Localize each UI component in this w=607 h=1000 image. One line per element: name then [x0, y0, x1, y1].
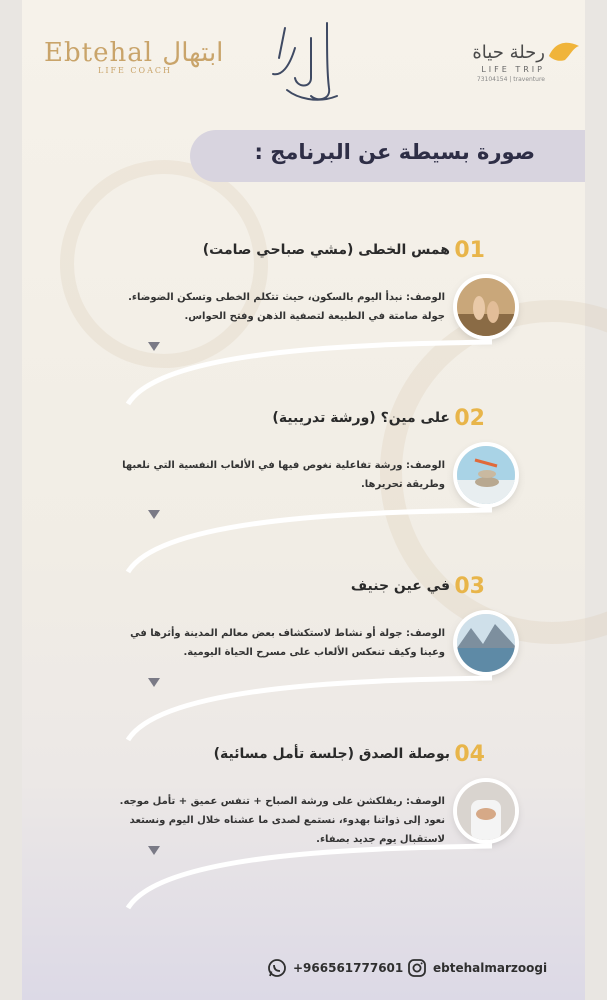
whatsapp-contact[interactable]: [267, 958, 403, 978]
triangle-marker-icon: [148, 510, 160, 519]
item-number: 01: [454, 238, 485, 263]
calligraphy-logo-icon: [267, 18, 347, 108]
item-number: 04: [454, 742, 485, 767]
left-border: [0, 0, 22, 1000]
header: [22, 0, 585, 125]
life-trip-logo-en: LIFE TRIP: [481, 65, 545, 74]
item-description: الوصف: ريفلكشن على ورشة الصباح + تنفس عميق + تأمل موجه. نعود إلى ذواتنا بهدوء، نستمع لصدى ما عشناه خلال اليوم ونستعد لاستقبال يوم جديد بصفاء.: [119, 796, 445, 845]
instagram-contact[interactable]: [407, 958, 547, 978]
ebtehal-logo-sub: LIFE COACH: [98, 66, 172, 75]
meditation-icon: [457, 782, 515, 840]
item-description: الوصف: نبدأ اليوم بالسكون، حيث تتكلم الخطى وتسكن الضوضاء. جولة صامتة في الطبيعة لتصفية الذهن وفتح الحواس.: [128, 292, 445, 322]
phone-number: +966561777601: [293, 961, 404, 975]
life-trip-logo: [472, 42, 545, 83]
instagram-handle: ebtehalmarzoogi: [433, 961, 548, 975]
item-title: بوصلة الصدق (جلسة تأمل مسائية): [213, 746, 450, 762]
workshop-photo: [457, 446, 515, 504]
item-title: همس الخطى (مشي صباحي صامت): [202, 242, 450, 258]
triangle-marker-icon: [148, 342, 160, 351]
page-title: صورة بسيطة عن البرنامج :: [254, 140, 535, 164]
triangle-marker-icon: [148, 678, 160, 687]
connector-curve: [122, 842, 502, 912]
title-banner: [190, 130, 585, 182]
mountain-lake-icon: [457, 614, 515, 672]
bird-logo-icon: [547, 38, 581, 64]
triangle-marker-icon: [148, 846, 160, 855]
item-title: في عين جنيف: [350, 578, 450, 594]
connector-curve: [122, 674, 502, 744]
connector-curve: [122, 338, 502, 408]
ebtehal-logo-text: Ebtehal ابتهال: [44, 38, 224, 68]
connector-curve: [122, 506, 502, 576]
instagram-icon: [407, 958, 427, 978]
ebtehal-logo: [44, 38, 223, 75]
life-trip-logo-contact: 73104154 | traventure: [476, 76, 545, 83]
meditation-photo: [457, 782, 515, 840]
decor-ring: [60, 160, 268, 368]
life-trip-logo-ar: رحلة حياة: [472, 42, 545, 63]
geneva-photo: [457, 614, 515, 672]
sabah-saada-logo: [267, 18, 347, 108]
item-description: الوصف: ورشة تفاعلية نغوص فيها في الألعاب النفسية التي نلعبها وطريقة تحريرها.: [122, 460, 445, 490]
item-number: 02: [454, 406, 485, 431]
item-description: الوصف: جولة أو نشاط لاستكشاف بعض معالم المدينة وأثرها في وعينا وكيف تنعكس الألعاب على مسرح الحياة اليومية.: [130, 628, 445, 658]
item-title: على مين؟ (ورشة تدريبية): [272, 410, 450, 426]
balance-stones-icon: [457, 446, 515, 504]
walking-feet-icon: [457, 278, 515, 336]
footer: [22, 940, 585, 990]
whatsapp-icon: [267, 958, 287, 978]
walking-photo: [457, 278, 515, 336]
item-number: 03: [454, 574, 485, 599]
